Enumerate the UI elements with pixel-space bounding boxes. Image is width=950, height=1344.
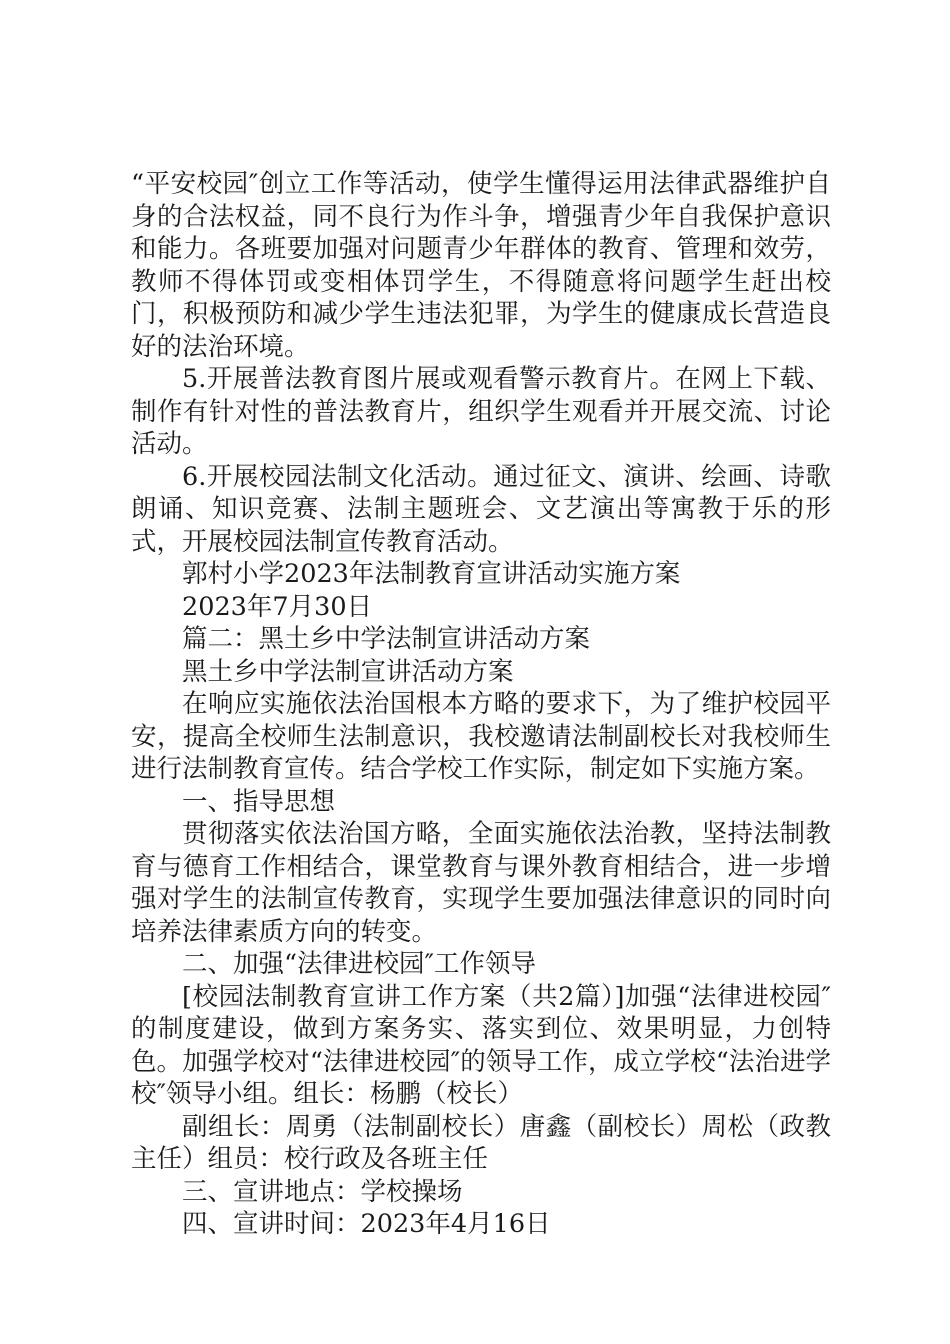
section-heading: 三、宣讲地点：学校操场 xyxy=(182,1176,463,1207)
paragraph: 副组长：周勇（法制副校长）唐鑫（副校长）周松（政教主任）组员：校行政及各班主任 xyxy=(131,1111,831,1174)
paragraph: 2023年7月30日 xyxy=(182,591,373,622)
document-body xyxy=(131,168,831,1241)
paragraph: 5.开展普法教育图片展或观看警示教育片。在网上下载、制作有针对性的普法教育片，组织学生观看并开展交流、讨论活动。 xyxy=(131,364,831,459)
section-title: 篇二：黑土乡中学法制宣讲活动方案 xyxy=(182,624,591,654)
section-heading: 四、宣讲时间：2023年4月16日 xyxy=(182,1209,551,1239)
paragraph: 6.开展校园法制文化活动。通过征文、演讲、绘画、诗歌朗诵、知识竞赛、法制主题班会、文艺演出等寓教于乐的形式，开展校园法制宣传教育活动。 xyxy=(131,461,831,557)
document-title: 黑土乡中学法制宣讲活动方案 xyxy=(182,656,514,687)
section-heading: 一、指导思想 xyxy=(182,786,336,817)
paragraph: 贯彻落实依法治国方略，全面实施依法治教，坚持法制教育与德育工作相结合，课堂教育与课外教育相结合，进一步增强对学生的法制宣传教育，实现学生要加强法律意识的同时向培养法律素质方向的转变。 xyxy=(131,819,831,947)
paragraph: 在响应实施依法治国根本方略的要求下，为了维护校园平安，提高全校师生法制意识，我校邀请法制副校长对我校师生进行法制教育宣传。结合学校工作实际，制定如下实施方案。 xyxy=(131,689,831,784)
section-heading: 二、加强“法律进校园″工作领导 xyxy=(182,949,537,979)
paragraph: “平安校园″创立工作等活动，使学生懂得运用法律武器维护自身的合法权益，同不良行为作斗争，增强青少年自我保护意识和能力。各班要加强对问题青少年群体的教育、管理和效劳，教师不得体罚或变相体罚学生，不得随意将问题学生赶出校门，积极预防和减少学生违法犯罪，为学生的健康成长营造良好的法治环境。 xyxy=(131,169,831,362)
paragraph: 郭村小学2023年法制教育宣讲活动实施方案 xyxy=(182,559,681,589)
paragraph: [校园法制教育宣讲工作方案（共2篇）]加强“法律进校园″的制度建设，做到方案务实、落实到位、效果明显，力创特色。加强学校对“法律进校园″的领导工作，成立学校“法治进学校″领导小组。组长：杨鹏（校长） xyxy=(131,981,831,1109)
